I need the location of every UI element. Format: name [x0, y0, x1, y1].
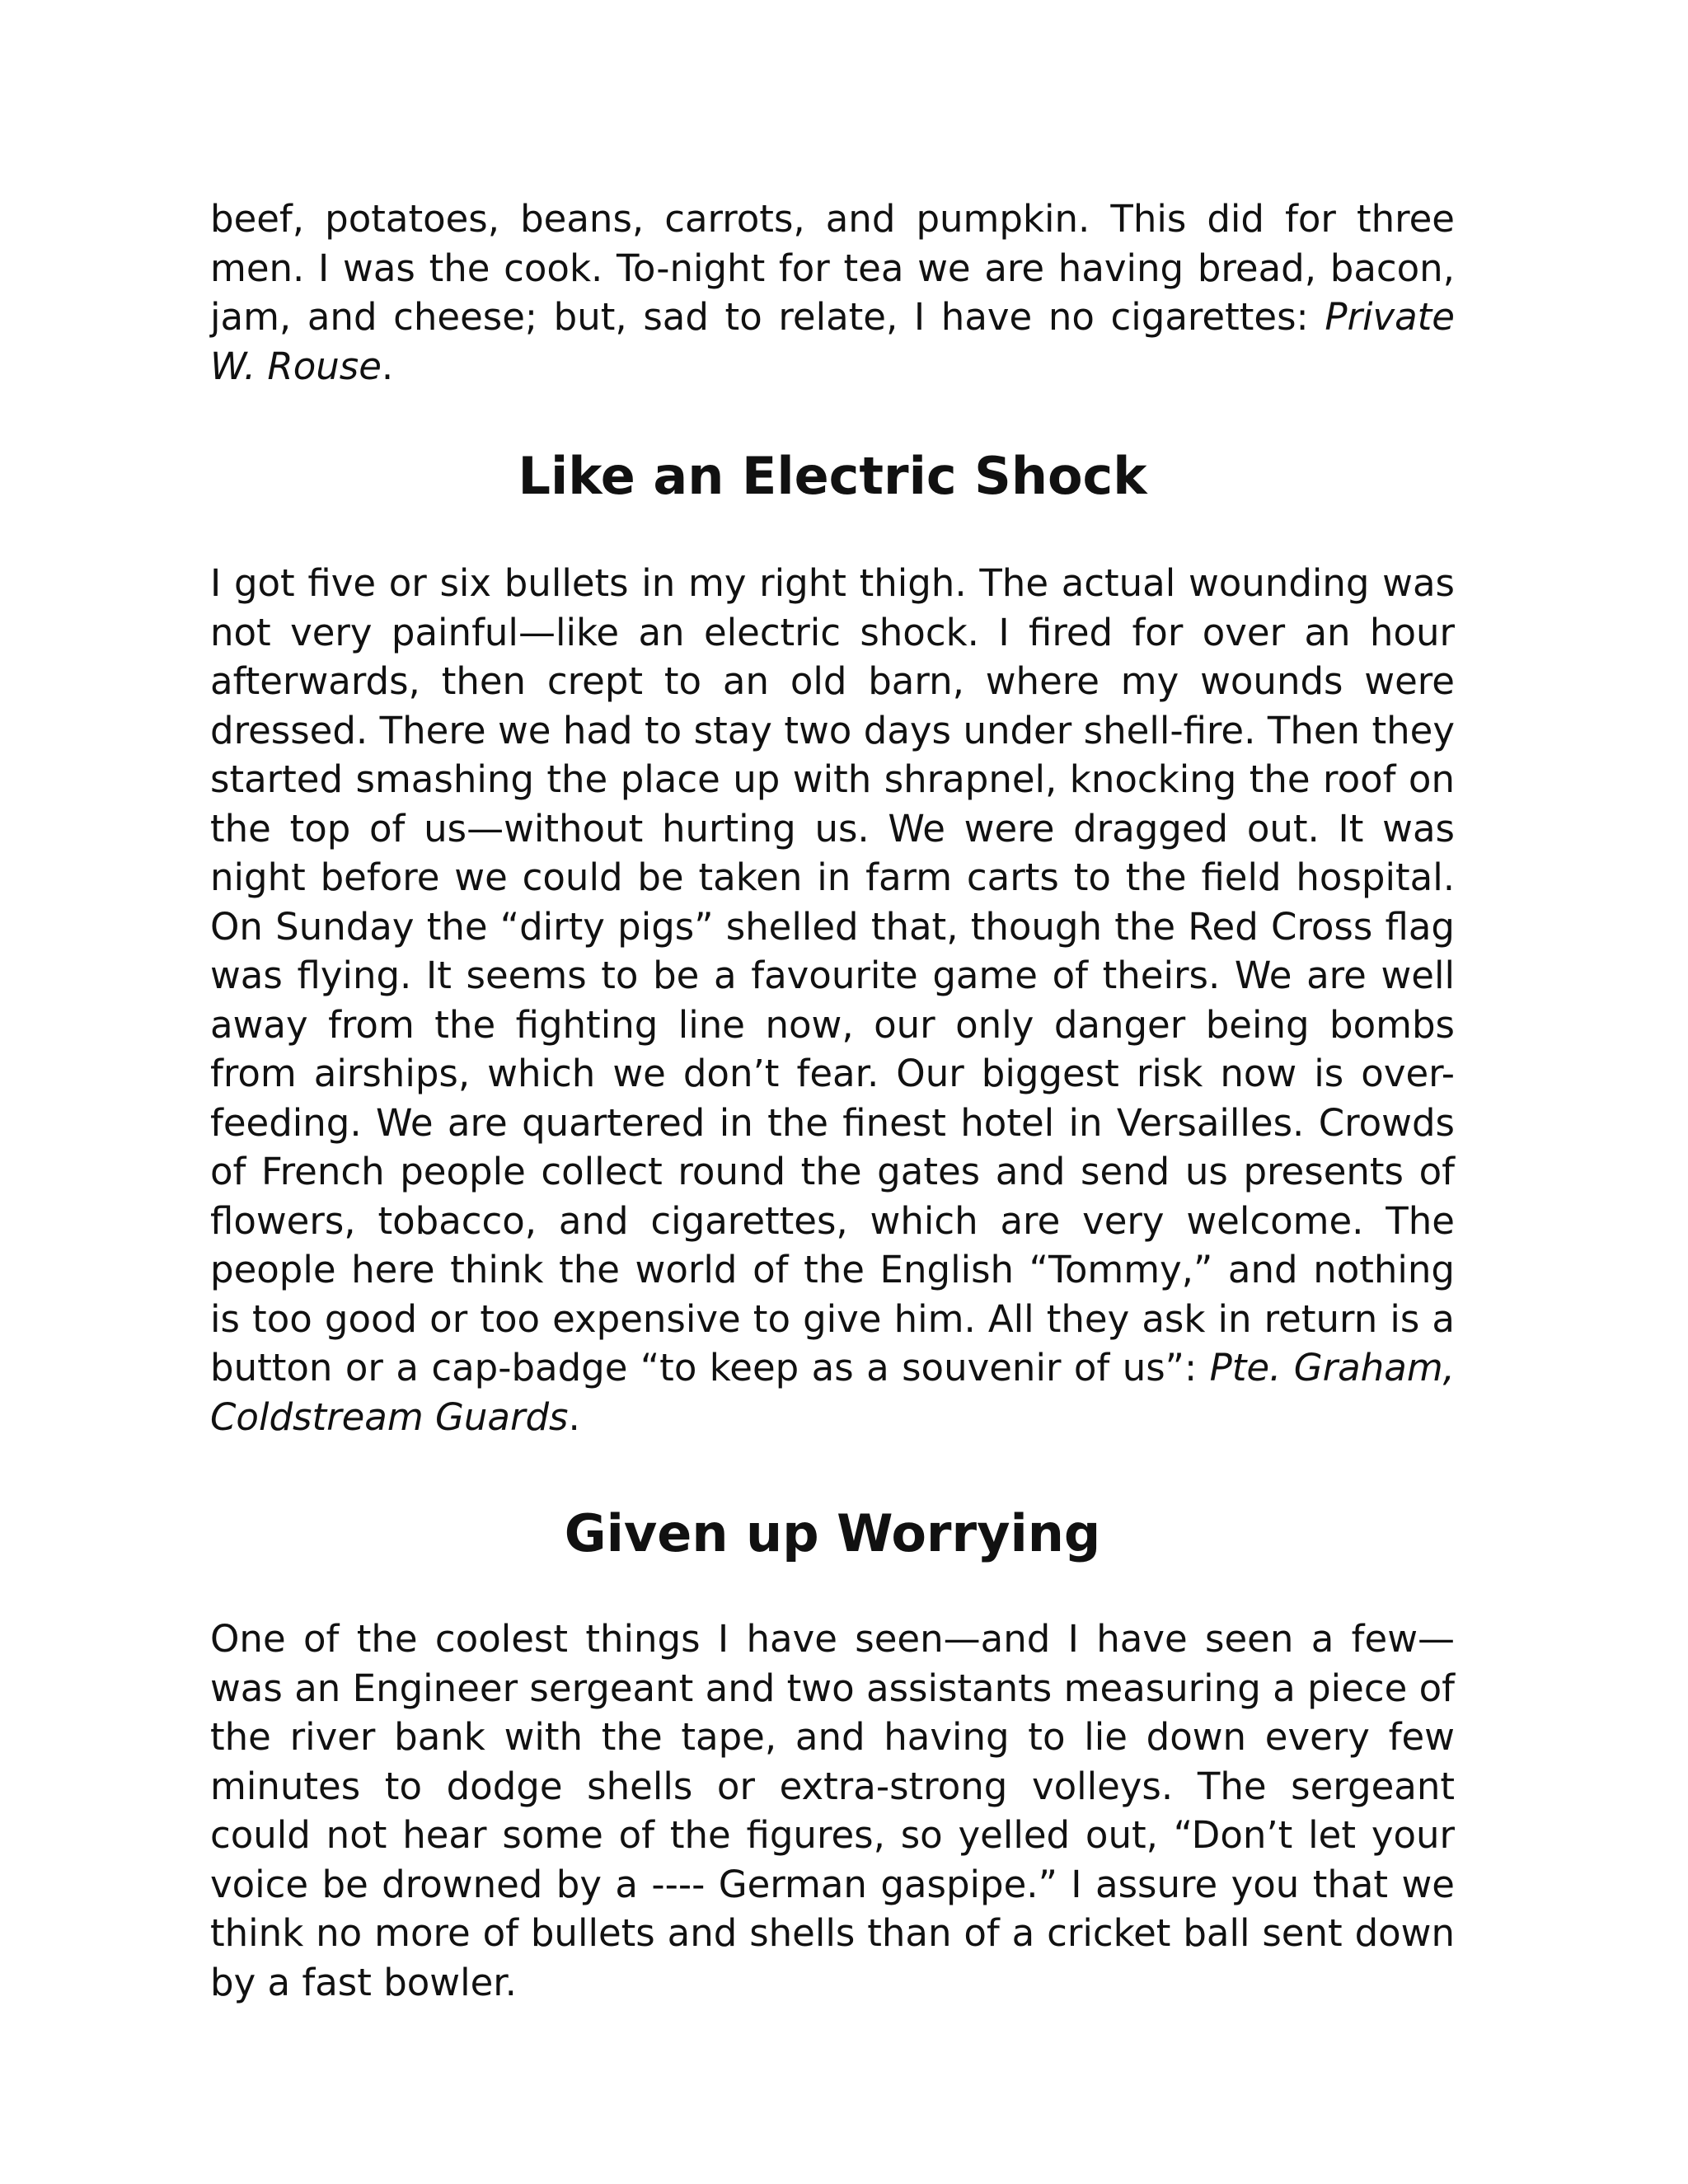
paragraph-end: . — [568, 1394, 580, 1439]
paragraph-graham — [210, 559, 1455, 1441]
paragraph-rouse — [210, 194, 1455, 391]
document-page — [210, 194, 1455, 2007]
section-heading-given-up-worrying: Given up Worrying — [564, 1503, 1101, 1563]
paragraph-end: . — [381, 344, 394, 388]
paragraph-engineer — [210, 1615, 1455, 2007]
section-heading-electric-shock: Like an Electric Shock — [518, 446, 1147, 506]
paragraph-text: I got five or six bullets in my right thigh. The actual wounding was not very painful—like an electric shock. I fired for over an hour afterwards, then crept to an old barn, where my wounds were dressed. There we had to stay two days under shell-fire. Then they started smashing the place up with shrapnel, knocking the roof on the top of us—without hurting us. We were dragged out. It was night before we could be taken in farm carts to the field hospital. On Sunday the “dirty pigs” shelled that, though the Red Cross flag was flying. It seems to be a favourite game of theirs. We are well away from the fighting line now, our only danger being bombs from airships, which we don’t fear. Our biggest risk now is over-feeding. We are quartered in the finest hotel in Versailles. Crowds of French people collect round the gates and send us presents of flowers, tobacco, and cigarettes, which are very welcome. The people here think the world of the English “Tommy,” and nothing is too good or too expensive to give him. All they ask in return is a button or a cap-badge “to keep as a souvenir of us”: — [210, 561, 1455, 1390]
paragraph-text: beef, potatoes, beans, carrots, and pumpkin. This did for three men. I was the cook. To-night for tea we are having bread, bacon, jam, and cheese; but, sad to relate, I have no cigarettes: — [210, 197, 1455, 339]
attribution: Pte. Graham, Coldstream Guards — [210, 1346, 1455, 1439]
paragraph-text: One of the coolest things I have seen—and I have seen a few—was an Engineer sergeant and two assistants measuring a piece of the river bank with the tape, and having to lie down every few minutes to dodge shells or extra-strong volleys. The sergeant could not hear some of the figures, so yelled out, “Don’t let your voice be drowned by a ---- German gaspipe.” I assure you that we think no more of bullets and shells than of a cricket ball sent down by a fast bowler. — [210, 1617, 1455, 2004]
attribution: Private W. Rouse — [210, 295, 1455, 388]
